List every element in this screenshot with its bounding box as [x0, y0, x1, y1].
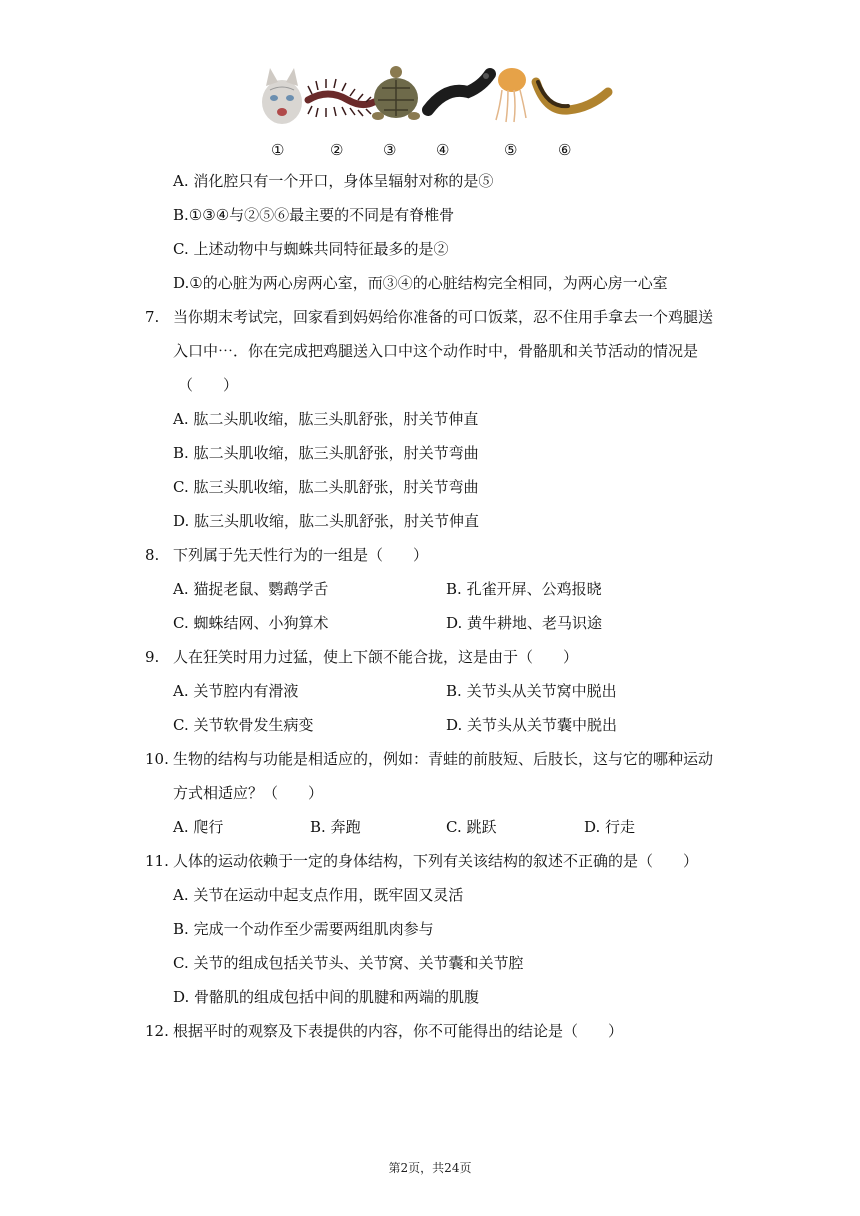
option-c: C. 肱三头肌收缩，肱二头肌舒张，肘关节弯曲 [173, 478, 479, 496]
option-a: A. 关节腔内有滑液 [173, 682, 299, 700]
question-stem: 人体的运动依赖于一定的身体结构，下列有关该结构的叙述不正确的是（ ） [173, 852, 699, 870]
turtle-image [372, 66, 420, 120]
worm-image [536, 82, 608, 110]
option-d: D. 关节头从关节囊中脱出 [446, 716, 618, 734]
question-stem: 生物的结构与功能是相适应的，例如：青蛙的前肢短、后肢长，这与它的哪种运动 [173, 750, 714, 768]
option-b: B. 完成一个动作至少需要两组肌肉参与 [173, 920, 434, 938]
question-stem: 方式相适应？（ ） [173, 784, 324, 802]
option-d: D. 黄牛耕地、老马识途 [446, 614, 603, 632]
centipede-image [308, 79, 374, 117]
option-b: B.①③④与②⑤⑥最主要的不同是有脊椎骨 [173, 206, 455, 224]
animal-images [256, 60, 616, 135]
option-b: B. 孔雀开屏、公鸡报晓 [446, 580, 602, 598]
question-number: 11. [145, 852, 169, 870]
option-a: A. 消化腔只有一个开口，身体呈辐射对称的是⑤ [173, 172, 494, 190]
option-a: A. 关节在运动中起支点作用，既牢固又灵活 [173, 886, 464, 904]
option-a: A. 爬行 [173, 818, 224, 836]
image-label: ③ [383, 141, 397, 159]
option-c: C. 跳跃 [446, 818, 497, 836]
question-number: 9. [145, 648, 160, 666]
image-label: ② [330, 141, 344, 159]
answer-blank: （ ） [178, 376, 239, 394]
option-b: B. 关节头从关节窝中脱出 [446, 682, 617, 700]
image-label: ④ [436, 141, 450, 159]
image-label: ① [271, 141, 285, 159]
option-b: B. 肱二头肌收缩，肱三头肌舒张，肘关节弯曲 [173, 444, 479, 462]
option-c: C. 蜘蛛结网、小狗算术 [173, 614, 329, 632]
option-a: A. 肱二头肌收缩，肱三头肌舒张，肘关节伸直 [173, 410, 479, 428]
question-number: 12. [145, 1022, 169, 1040]
option-d: D.①的心脏为两心房两心室，而③④的心脏结构完全相同，为两心房一心室 [173, 274, 668, 292]
image-label: ⑤ [504, 141, 518, 159]
option-c: C. 关节的组成包括关节头、关节窝、关节囊和关节腔 [173, 954, 524, 972]
option-d: D. 骨骼肌的组成包括中间的肌腱和两端的肌腹 [173, 988, 480, 1006]
image-labels [0, 141, 860, 163]
question-stem: 下列属于先天性行为的一组是（ ） [173, 546, 429, 564]
jellyfish-image [496, 68, 526, 122]
question-stem: 当你期末考试完，回家看到妈妈给你准备的可口饭菜，忍不住用手拿去一个鸡腿送 [173, 308, 714, 326]
option-b: B. 奔跑 [310, 818, 361, 836]
option-c: C. 上述动物中与蜘蛛共同特征最多的是② [173, 240, 449, 258]
cat-image [262, 68, 302, 124]
question-stem: 根据平时的观察及下表提供的内容，你不可能得出的结论是（ ） [173, 1022, 624, 1040]
question-number: 10. [145, 750, 169, 768]
image-label: ⑥ [558, 141, 572, 159]
option-d: D. 行走 [584, 818, 636, 836]
option-c: C. 关节软骨发生病变 [173, 716, 314, 734]
option-a: A. 猫捉老鼠、鹦鹉学舌 [173, 580, 329, 598]
question-number: 8. [145, 546, 160, 564]
question-stem: 人在狂笑时用力过猛，使上下颌不能合拢，这是由于（ ） [173, 648, 579, 666]
question-number: 7. [145, 308, 160, 326]
salamander-image [428, 73, 490, 110]
question-stem: 入口中⋯．你在完成把鸡腿送入口中这个动作时中，骨骼肌和关节活动的情况是 [173, 342, 699, 360]
option-d: D. 肱三头肌收缩，肱二头肌舒张，肘关节伸直 [173, 512, 480, 530]
page-footer: 第2页，共24页 [388, 1161, 472, 1175]
